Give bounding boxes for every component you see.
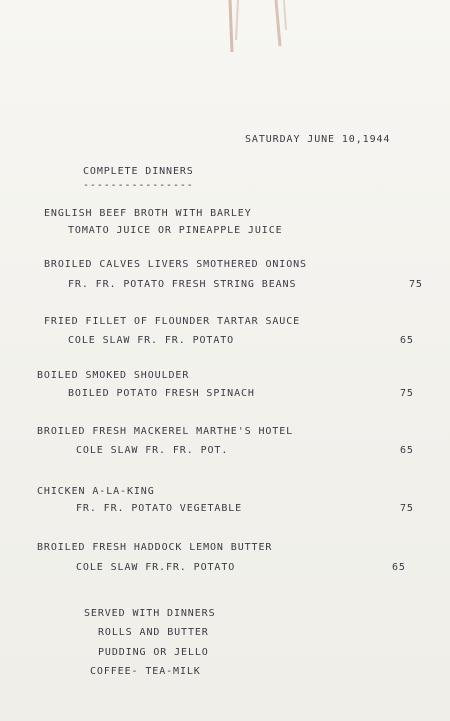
served-title: SERVED WITH DINNERS bbox=[84, 608, 216, 619]
menu-date: SATURDAY JUNE 10,1944 bbox=[245, 134, 391, 145]
entree-price: 75 bbox=[400, 388, 414, 399]
soup-line-1: ENGLISH BEEF BROTH WITH BARLEY bbox=[44, 208, 252, 219]
entree-sides: FR. FR. POTATO VEGETABLE bbox=[76, 503, 243, 514]
entree-price: 65 bbox=[392, 562, 406, 573]
paper-clip-mark bbox=[208, 0, 298, 60]
entree-name: BROILED FRESH HADDOCK LEMON BUTTER bbox=[37, 542, 273, 553]
served-item: COFFEE- TEA-MILK bbox=[90, 666, 201, 677]
entree-sides: FR. FR. POTATO FRESH STRING BEANS bbox=[68, 279, 297, 290]
soup-line-2: TOMATO JUICE OR PINEAPPLE JUICE bbox=[68, 225, 283, 236]
section-title: COMPLETE DINNERS bbox=[83, 166, 194, 177]
entree-price: 65 bbox=[400, 445, 414, 456]
entree-price: 75 bbox=[400, 503, 414, 514]
entree-sides: BOILED POTATO FRESH SPINACH bbox=[68, 388, 255, 399]
entree-name: CHICKEN A-LA-KING bbox=[37, 486, 155, 497]
entree-name: BROILED FRESH MACKEREL MARTHE'S HOTEL bbox=[37, 426, 294, 437]
served-item: PUDDING OR JELLO bbox=[98, 647, 209, 658]
entree-sides: COLE SLAW FR.FR. POTATO bbox=[76, 562, 236, 573]
entree-name: BROILED CALVES LIVERS SMOTHERED ONIONS bbox=[44, 259, 307, 270]
entree-price: 65 bbox=[400, 335, 414, 346]
entree-sides: COLE SLAW FR. FR. POTATO bbox=[68, 335, 235, 346]
entree-price: 75 bbox=[409, 279, 423, 290]
entree-sides: COLE SLAW FR. FR. POT. bbox=[76, 445, 229, 456]
entree-name: FRIED FILLET OF FLOUNDER TARTAR SAUCE bbox=[44, 316, 301, 327]
served-item: ROLLS AND BUTTER bbox=[98, 627, 209, 638]
entree-name: BOILED SMOKED SHOULDER bbox=[37, 370, 190, 381]
section-underline: ---------------- bbox=[83, 180, 194, 191]
